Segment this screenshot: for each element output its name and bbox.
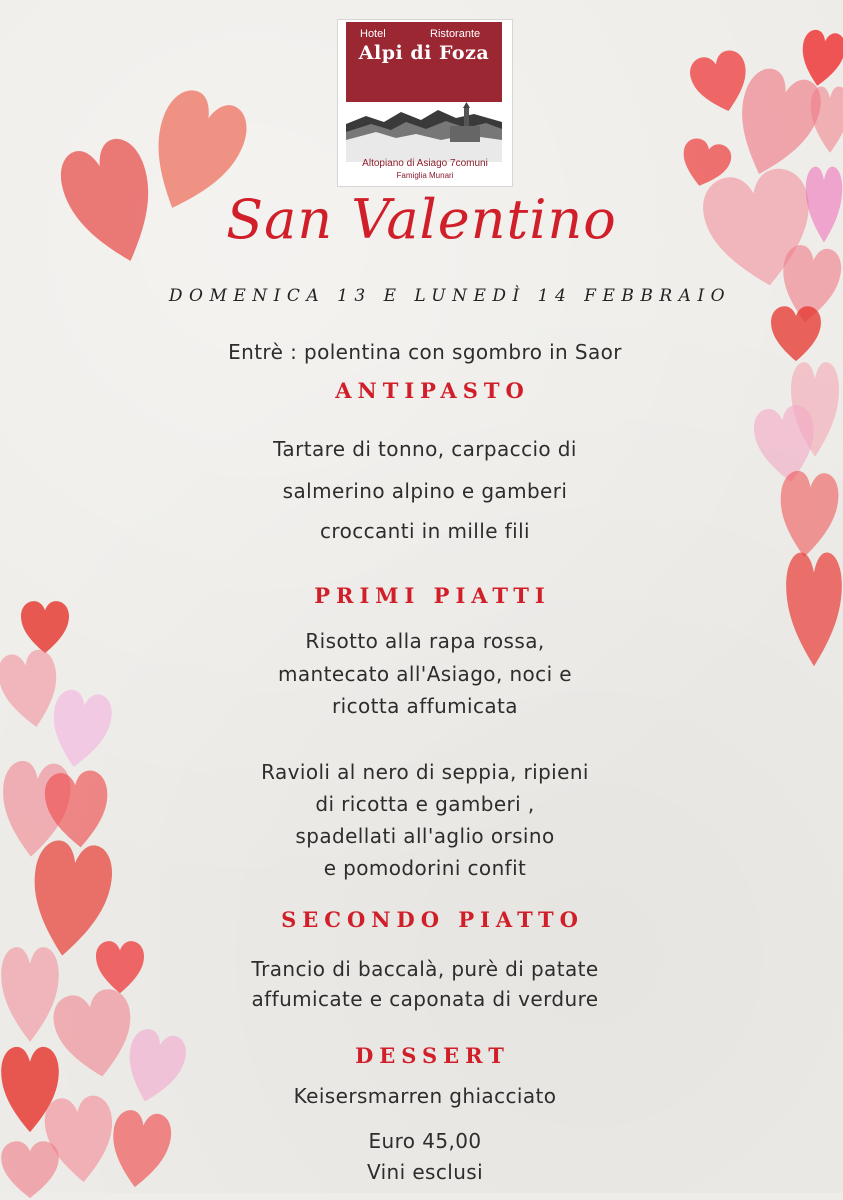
logo-banner — [346, 22, 502, 102]
mountain-village-image — [346, 102, 502, 162]
primi-line-6: spadellati all'aglio orsino — [295, 824, 555, 848]
entree-line: Entrè : polentina con sgombro in Saor — [228, 340, 622, 364]
primi-line-7: e pomodorini confit — [323, 856, 527, 880]
heart-icon — [810, 85, 843, 155]
antipasto-line-2: salmerino alpino e gamberi — [282, 479, 568, 503]
logo-family: Famiglia Munari — [396, 171, 454, 180]
antipasto-line-1: Tartare di tonno, carpaccio di — [273, 437, 577, 461]
section-primi: PRIMI PIATTI — [314, 583, 551, 608]
primi-line-1: Risotto alla rapa rossa, — [305, 629, 545, 653]
primi-line-2: mantecato all'Asiago, noci e — [277, 662, 572, 686]
logo-hotel-label: Hotel — [360, 28, 386, 40]
section-antipasto: ANTIPASTO — [335, 378, 530, 403]
section-secondo: SECONDO PIATTO — [281, 907, 584, 932]
menu-title: San Valentino — [226, 188, 617, 251]
primi-line-4: Ravioli al nero di seppia, ripieni — [261, 760, 589, 784]
antipasto-line-3: croccanti in mille fili — [319, 519, 530, 543]
price: Euro 45,00 — [368, 1129, 482, 1153]
secondo-line-2: affumicate e caponata di verdure — [251, 987, 599, 1011]
dessert-line: Keisersmarren ghiacciato — [293, 1084, 557, 1108]
wine-note: Vini esclusi — [366, 1160, 484, 1184]
logo-ristorante-label: Ristorante — [430, 28, 481, 40]
primi-line-5: di ricotta e gamberi , — [315, 792, 535, 816]
section-dessert: DESSERT — [355, 1043, 510, 1068]
logo-name: Alpi di Foza — [358, 42, 490, 64]
secondo-line-1: Trancio di baccalà, purè di patate — [251, 957, 599, 981]
event-date: DOMENICA 13 E LUNEDÌ 14 FEBBRAIO — [168, 286, 732, 306]
primi-line-3: ricotta affumicata — [332, 694, 518, 718]
hotel-logo — [338, 20, 512, 186]
logo-subtitle: Altopiano di Asiago 7comuni — [362, 158, 488, 169]
